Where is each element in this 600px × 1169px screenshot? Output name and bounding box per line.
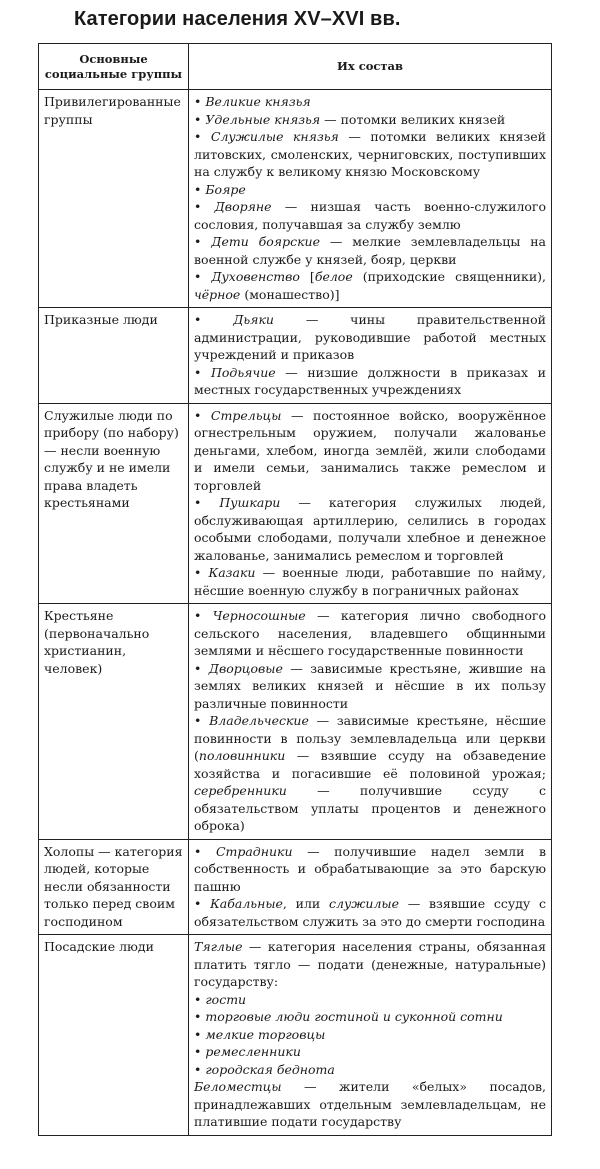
category-term: Тяглые xyxy=(194,939,243,954)
social-group-cell: Посадские люди xyxy=(39,935,189,1136)
composition-item: • Стрельцы — постоянное войско, вооружённое огнестрельным оружием, получали жалованье деньгами, хлебом, иногда землёй, жили слободами и имели семьи, занимались также ремеслом и торговлей xyxy=(194,407,546,493)
category-term: Кабальные xyxy=(210,896,283,911)
composition-item: • Дворцовые — зависимые крестьяне, жившие на землях великих князей и нёсшие в их пользу различные повинности xyxy=(194,660,546,711)
composition-item: • торговые люди гостиной и суконной сотни xyxy=(194,1009,503,1024)
category-term: ремесленники xyxy=(205,1044,301,1059)
composition-item xyxy=(194,938,546,991)
composition-cell xyxy=(189,90,552,308)
category-description: — жители «белых» посадов, принадлежавших отдельным землевладельцам, не платившие подати государству xyxy=(194,1079,546,1129)
table-row xyxy=(39,90,552,308)
composition-item: • Кабальные, или служилые — взявшие ссуду с обязательством служить за это до смерти господина xyxy=(194,896,546,929)
table-row xyxy=(39,308,552,404)
category-description: — категория служилых людей, обслуживающая артиллерию, селились в городах особыми слободами, получали хлебное и денежное жалованье, занимались ремеслом и торговлей xyxy=(194,495,546,563)
category-term: половинники xyxy=(198,748,286,763)
category-term: Стрельцы xyxy=(210,407,282,423)
category-term: чёрное xyxy=(194,286,241,302)
category-term: Беломестцы xyxy=(194,1079,282,1094)
category-term: служилые xyxy=(328,896,399,911)
composition-item: • Великие князья xyxy=(194,94,311,109)
category-description: , или xyxy=(282,896,329,911)
category-term: городская беднота xyxy=(205,1061,335,1077)
composition-item: • мелкие торговцы xyxy=(194,1026,326,1042)
table-row xyxy=(39,935,552,1136)
category-term: Черносошные xyxy=(212,608,306,623)
composition-cell xyxy=(189,935,552,1136)
social-group-cell: Крестьяне (первоначально христианин, человек) xyxy=(39,604,189,840)
category-description: — военные люди, работавшие по найму, нёсшие военную службу в пограничных районах xyxy=(194,565,546,598)
category-term: Пушкари xyxy=(219,495,281,510)
page-title: Категории населения XV–XVI вв. xyxy=(74,8,401,30)
population-categories-table xyxy=(38,43,552,1136)
social-group-cell: Приказные люди xyxy=(39,308,189,404)
category-description: [ xyxy=(299,269,315,284)
category-description: — зависимые крестьяне, жившие на землях великих князей и нёсшие в их пользу различные повинности xyxy=(194,660,546,711)
composition-item: • Удельные князья — потомки великих князей xyxy=(194,111,506,127)
category-term: Владельческие xyxy=(209,713,309,728)
category-description: — категория лично свободного сельского населения, владевшего общинными землями и нёсшего государственные повинности xyxy=(194,608,546,658)
composition-item: • Владельческие — зависимые крестьяне, нёсшие повинности в пользу землевладельца или церкви (половинники — взявшие ссуду на обзаведение хозяйства и погасившие её половиной урожая; серебренники — получившие ссуду с обязательством уплаты процентов и денежного оброка) xyxy=(194,713,546,833)
category-term: белое xyxy=(314,269,353,284)
category-term: гости xyxy=(205,991,247,1007)
category-term: Удельные князья xyxy=(205,111,321,127)
composition-item: • городская беднота xyxy=(194,1061,335,1077)
category-description: (приходские священники), xyxy=(352,269,546,284)
composition-item: • ремесленники xyxy=(194,1044,301,1059)
category-description: — категория населения страны, обязанная платить тягло — подати (денежные, натуральные) государству: xyxy=(194,939,546,989)
header-composition: Их состав xyxy=(189,44,552,90)
category-description: — зависимые крестьяне, нёсшие повинности в пользу землевладельца или церкви ( xyxy=(194,713,546,763)
table-row xyxy=(39,403,552,604)
category-description: (монашество)] xyxy=(240,286,340,302)
category-term: торговые люди гостиной и суконной сотни xyxy=(205,1009,503,1024)
category-term: Дворцовые xyxy=(208,660,283,676)
category-term: Служилые князья xyxy=(210,129,339,144)
composition-item: • Дворяне — низшая часть военно-служилого сословия, получавшая за службу землю xyxy=(194,199,546,232)
composition-item: • Казаки — военные люди, работавшие по найму, нёсшие военную службу в пограничных районах xyxy=(194,565,546,598)
category-term: мелкие торговцы xyxy=(205,1026,326,1042)
category-description: — постоянное войско, вооружённое огнестрельным оружием, получали жалованье деньгами, хлебом, иногда землёй, жили слободами и имели семьи, занимались также ремеслом и торговлей xyxy=(194,407,546,493)
category-term: Дворяне xyxy=(214,199,272,214)
composition-item: • Страдники — получившие надел земли в собственность и обрабатывающие за это барскую пашню xyxy=(194,843,546,894)
category-description: — мелкие землевладельцы на военной службе у князей, бояр, церкви xyxy=(194,234,546,267)
composition-item: • гости xyxy=(194,991,247,1007)
composition-item: • Служилые князья — потомки великих князей литовских, смоленских, черниговских, поступивших на службу к великому князю Московскому xyxy=(194,129,546,179)
composition-item: • Бояре xyxy=(194,181,246,197)
category-description: — низшая часть военно-служилого сословия, получавшая за службу землю xyxy=(194,199,546,232)
social-group-cell: Служилые люди по прибору (по набору) — несли военную службу и не имели права владеть крестьянами xyxy=(39,403,189,604)
category-term: Казаки xyxy=(208,565,256,580)
composition-cell xyxy=(189,839,552,935)
composition-item: • Пушкари — категория служилых людей, обслуживающая артиллерию, селились в городах особыми слободами, получали хлебное и денежное жалованье, занимались ремеслом и торговлей xyxy=(194,495,546,563)
category-term: Дети боярские xyxy=(211,234,320,249)
category-term: Великие князья xyxy=(205,94,311,109)
composition-item: • Дьяки — чины правительственной администрации, руководившие работой местных учреждений и приказов xyxy=(194,312,546,362)
category-term: Подьячие xyxy=(210,364,276,380)
header-social-groups: Основные социальные группы xyxy=(39,44,189,90)
composition-item xyxy=(194,1078,546,1131)
composition-item: • Подьячие — низшие должности в приказах и местных государственных учреждениях xyxy=(194,364,546,397)
category-description: — низшие должности в приказах и местных государственных учреждениях xyxy=(194,364,546,397)
category-term: Дьяки xyxy=(233,312,274,327)
composition-item: • Дети боярские — мелкие землевладельцы на военной службе у князей, бояр, церкви xyxy=(194,234,546,267)
table-row xyxy=(39,604,552,840)
category-description: — чины правительственной администрации, руководившие работой местных учреждений и приказов xyxy=(194,312,546,362)
social-group-cell: Холопы — категория людей, которые несли обязанности только перед своим господином xyxy=(39,839,189,935)
category-description: — получившие надел земли в собственность и обрабатывающие за это барскую пашню xyxy=(194,843,546,894)
composition-cell xyxy=(189,403,552,604)
category-term: Страдники xyxy=(215,843,293,859)
category-description: — потомки великих князей литовских, смоленских, черниговских, поступивших на службу к великому князю Московскому xyxy=(194,129,546,179)
composition-item: • Духовенство [белое (приходские священники), чёрное (монашество)] xyxy=(194,269,546,302)
category-description: — взявшие ссуду с обязательством служить за это до смерти господина xyxy=(194,896,546,929)
category-term: Бояре xyxy=(205,181,246,197)
table-row xyxy=(39,839,552,935)
category-term: серебренники xyxy=(194,783,287,798)
category-description: — взявшие ссуду на обзаведение хозяйства и погасившие её половиной урожая; xyxy=(194,748,546,781)
social-group-cell: Привилегированные группы xyxy=(39,90,189,308)
table-header-row xyxy=(39,44,552,90)
category-description: — потомки великих князей xyxy=(320,111,506,127)
composition-cell xyxy=(189,604,552,840)
category-description: — получившие ссуду с обязательством уплаты процентов и денежного оброка) xyxy=(194,783,546,833)
composition-item: • Черносошные — категория лично свободного сельского населения, владевшего общинными землями и нёсшего государственные повинности xyxy=(194,608,546,658)
category-term: Духовенство xyxy=(211,269,300,284)
composition-cell xyxy=(189,308,552,404)
